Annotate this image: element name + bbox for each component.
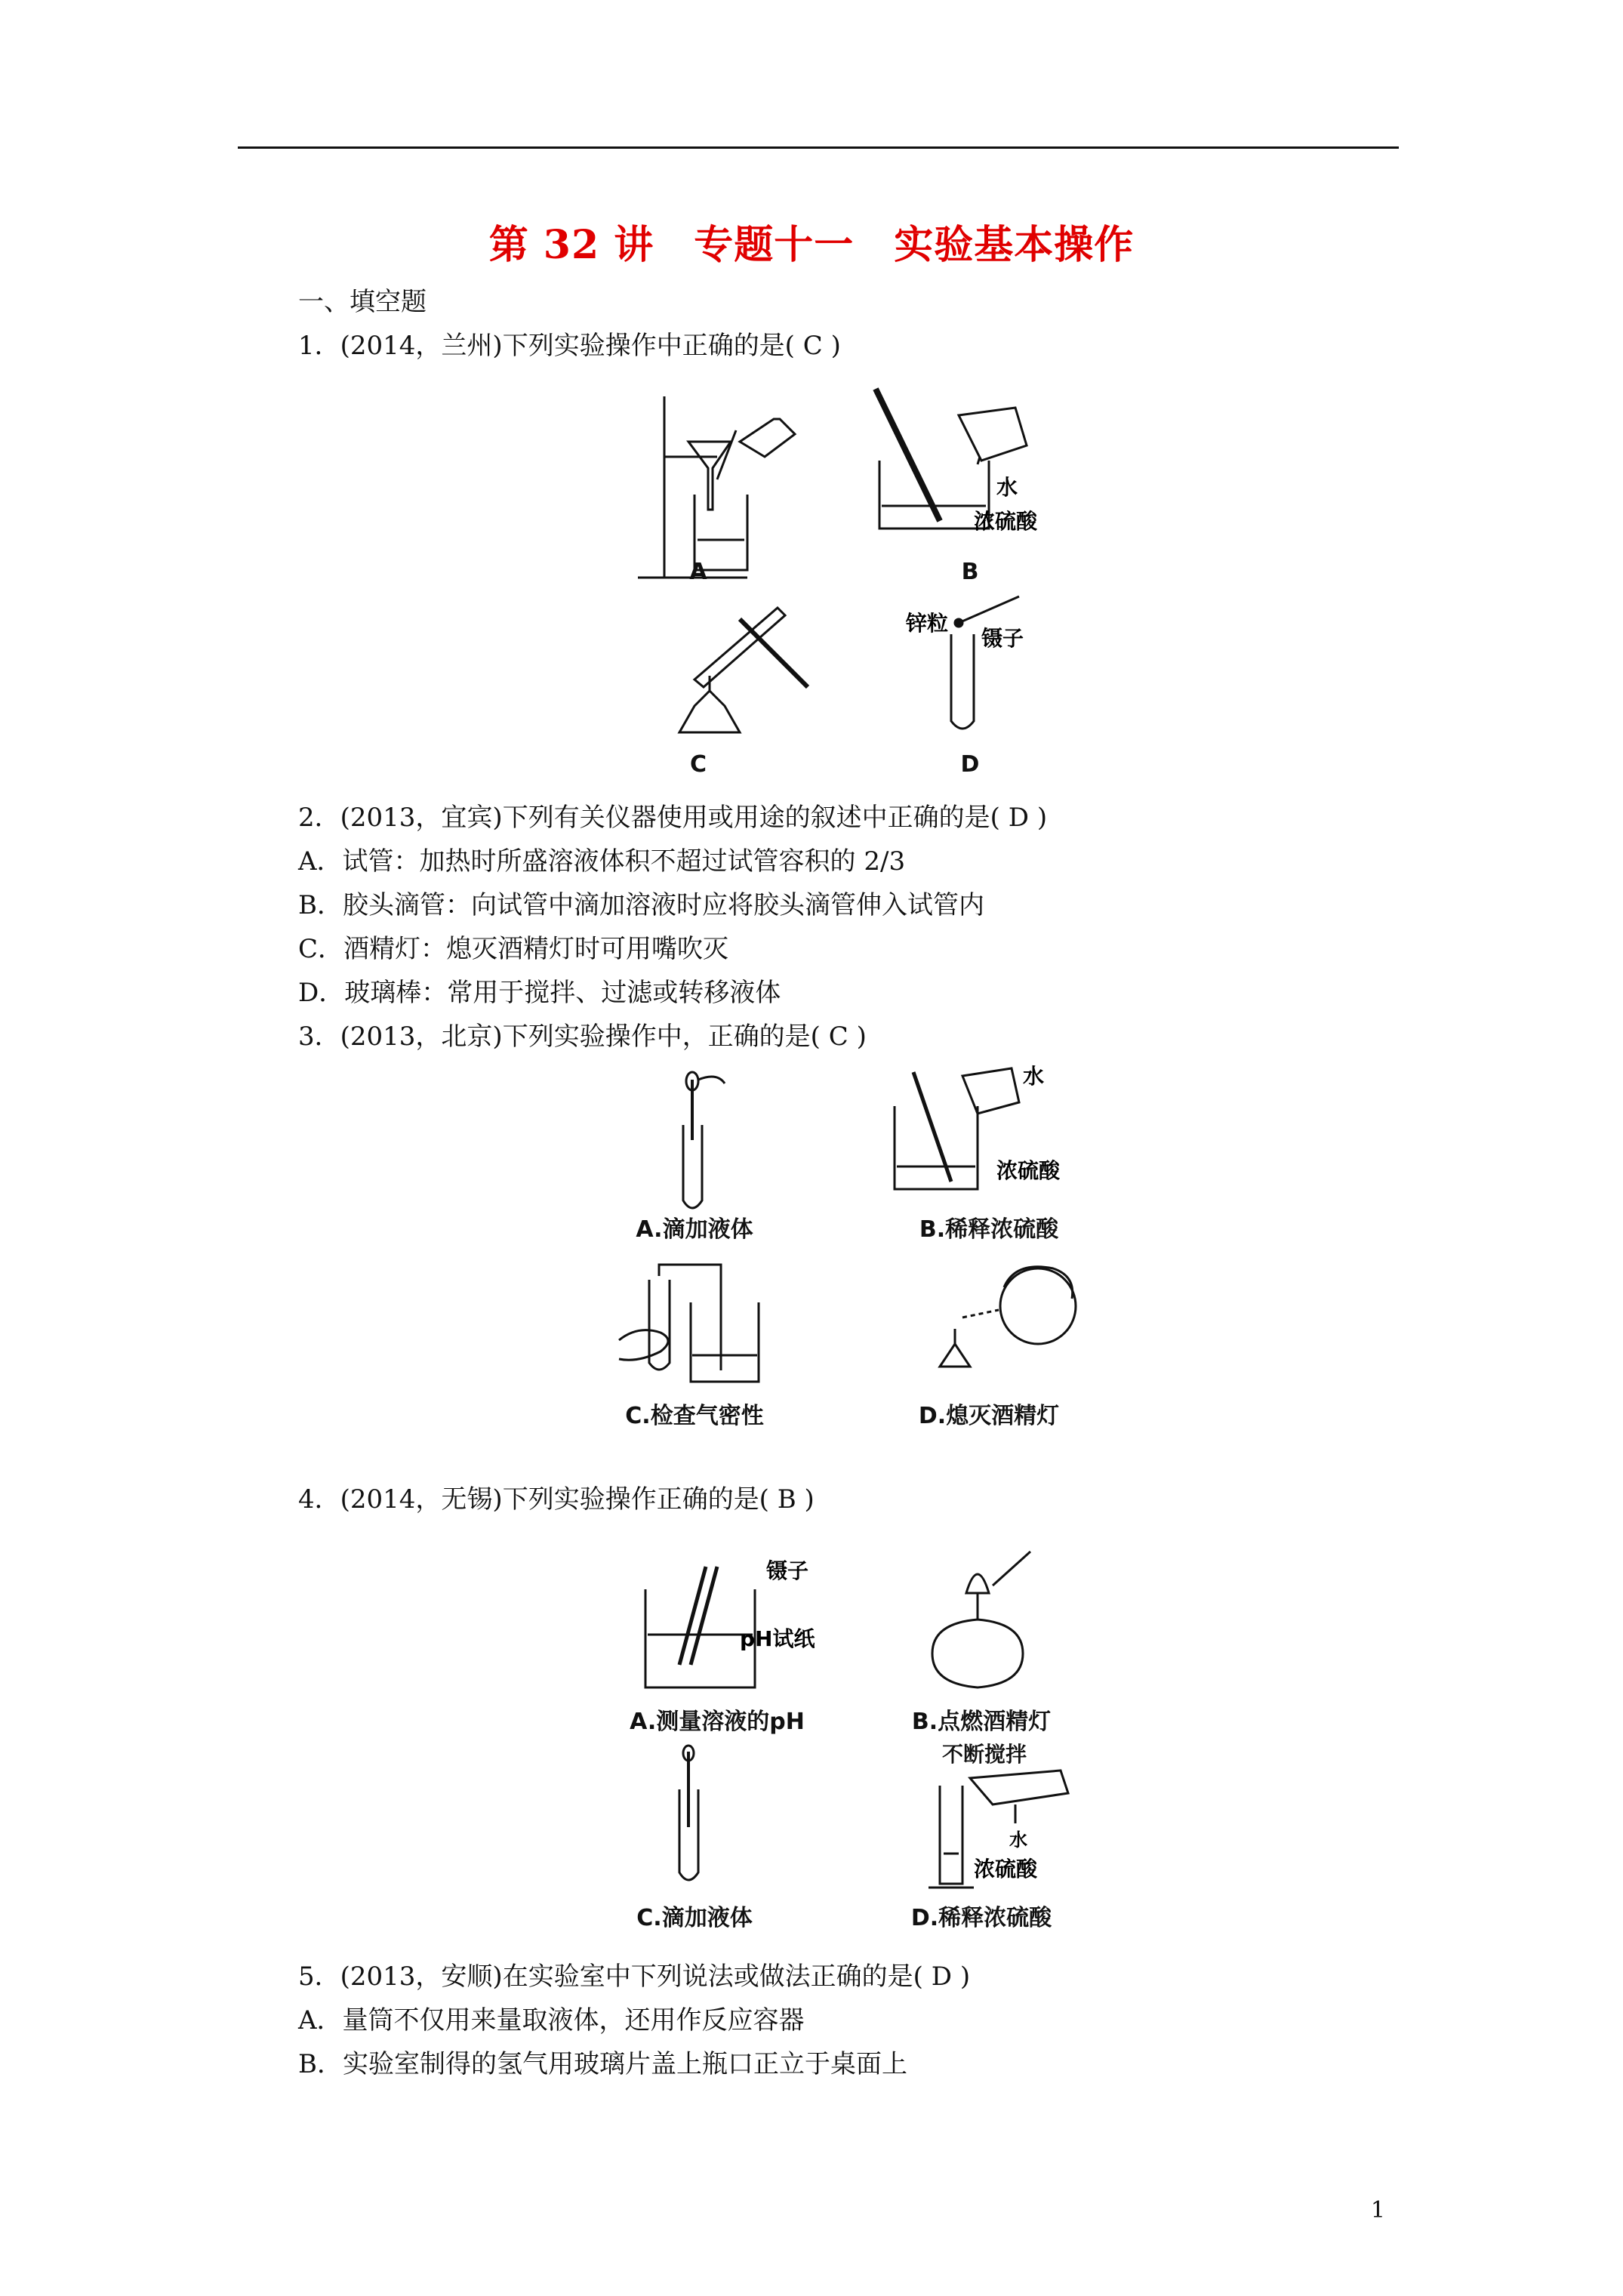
q4-figure-c-dropper xyxy=(657,1744,732,1888)
q4-label-ph: pH试纸 xyxy=(740,1626,815,1651)
q4-figure-a-ph-test xyxy=(634,1552,830,1695)
q1-figure-d-tweezers xyxy=(883,589,1079,740)
q1-caption-b: B xyxy=(961,559,979,585)
q1-caption-d: D xyxy=(960,751,980,778)
header-rule xyxy=(238,146,1399,149)
question-2-stem: 2．(2013，宜宾)下列有关仪器使用或用途的叙述中正确的是( D ) xyxy=(298,803,1048,833)
q3-caption-d: D.熄灭酒精灯 xyxy=(918,1403,1060,1429)
q1-figure-c-heating xyxy=(649,589,830,755)
q4-label-water: 水 xyxy=(1009,1829,1027,1851)
q3-caption-b: B.稀释浓硫酸 xyxy=(919,1216,1059,1243)
q3-caption-c: C.检查气密性 xyxy=(625,1403,764,1429)
q4-caption-d: D.稀释浓硫酸 xyxy=(910,1905,1052,1931)
question-2-option-b: B．胶头滴管：向试管中滴加溶液时应将胶头滴管伸入试管内 xyxy=(298,890,984,920)
question-1-stem: 1．(2014，兰州)下列实验操作中正确的是( C ) xyxy=(298,331,841,361)
q1-caption-c: C xyxy=(689,751,707,778)
q1-figure-b-dilution xyxy=(853,385,1079,559)
q4-figure-b-lighting-lamp xyxy=(917,1540,1038,1699)
q4-caption-b: B.点燃酒精灯 xyxy=(911,1709,1052,1735)
q1-figure-a-filtration xyxy=(634,389,830,585)
q3-label-acid: 浓硫酸 xyxy=(996,1158,1061,1183)
q4-caption-a: A.测量溶液的pH xyxy=(630,1709,805,1735)
q4-caption-c: C.滴加液体 xyxy=(636,1905,753,1931)
question-2-option-a: A．试管：加热时所盛溶液体积不超过试管容积的 2/3 xyxy=(298,846,906,877)
q3-figure-a-dropper xyxy=(649,1065,770,1216)
question-3-stem: 3．(2013，北京)下列实验操作中，正确的是( C ) xyxy=(298,1022,867,1052)
q3-label-water: 水 xyxy=(1023,1064,1045,1089)
q4-label-acid: 浓硫酸 xyxy=(974,1857,1038,1881)
q3-figure-d-blowing-lamp xyxy=(925,1246,1091,1389)
page-title: 第 32 讲 专题十一 实验基本操作 xyxy=(488,222,1135,268)
q1-label-water: 水 xyxy=(996,475,1018,500)
q1-caption-a: A xyxy=(689,559,707,585)
question-2-option-d: D．玻璃棒：常用于搅拌、过滤或转移液体 xyxy=(298,978,781,1008)
q3-figure-b-dilution xyxy=(891,1061,1087,1212)
question-2-option-c: C．酒精灯：熄灭酒精灯时可用嘴吹灭 xyxy=(298,934,729,964)
question-5-stem: 5．(2013，安顺)在实验室中下列说法或做法正确的是( D ) xyxy=(298,1962,971,1992)
q3-caption-a: A.滴加液体 xyxy=(636,1216,753,1243)
q3-figure-c-airtight-check xyxy=(615,1257,804,1393)
q1-label-zinc: 锌粒 xyxy=(906,611,949,636)
question-5-option-a: A．量筒不仅用来量取液体，还用作反应容器 xyxy=(298,2005,805,2036)
q4-label-tweezers: 镊子 xyxy=(766,1558,809,1583)
question-5-option-b: B．实验室制得的氢气用玻璃片盖上瓶口正立于桌面上 xyxy=(298,2049,907,2079)
q4-figure-d-dilution-cylinder xyxy=(917,1763,1113,1891)
section-heading: 一、填空题 xyxy=(298,287,427,317)
page-number: 1 xyxy=(1370,2197,1385,2224)
q1-label-acid: 浓硫酸 xyxy=(974,509,1038,534)
q1-label-tweezers: 镊子 xyxy=(981,626,1024,651)
question-4-stem: 4．(2014，无锡)下列实验操作正确的是( B ) xyxy=(298,1484,815,1515)
q4-label-stir: 不断搅拌 xyxy=(942,1742,1027,1767)
